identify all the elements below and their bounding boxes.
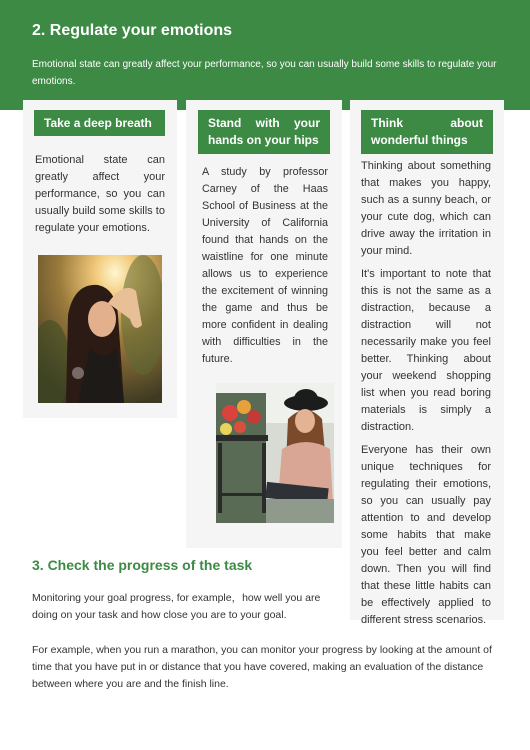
section-title: 2. Regulate your emotions: [32, 22, 233, 39]
card-paragraph: Thinking about something that makes you happy, such as a sunny beach, or your cute dog, which can drive away the irritation in your mind.: [361, 160, 491, 257]
woman-laptop-photo: [216, 383, 334, 523]
section-paragraph: For example, when you run a marathon, you can monitor your progress by looking at the amount of time that you have put in or distance that you have covered, making an evaluation of the distance between where you are and the finish line.: [32, 644, 492, 690]
card-text: Emotional state can greatly affect your performance, so you can usually build some skills to regulate your emotions.: [35, 154, 165, 234]
card-wonderful-things: [350, 100, 504, 626]
card-heading: Take a deep breath: [34, 110, 165, 136]
section-text: Monitoring your goal progress, for example，how well you are doing on your task and how close you are to your goal.: [32, 592, 321, 621]
card-hands-on-hips: [186, 100, 342, 548]
card-deep-breath: [23, 100, 177, 418]
section-banner: [0, 0, 530, 110]
card-text: A study by professor Carney of the Haas School of Business at the University of California found that hands on the waistline for one minute allows us to experience the excitement of winning the game and thus be more confident in dealing with difficulties in the future.: [202, 166, 328, 365]
section-title: 3. Check the progress of the task: [32, 557, 253, 573]
card-paragraph: It's important to note that this is not the same as a distraction, because a distraction will not necessarily make you feel better. Thinking about your weekend shopping list when you read boring materials is simply a distraction.: [361, 268, 491, 433]
card-text: [361, 158, 491, 629]
section-intro: Emotional state can greatly affect your performance, so you can usually build some skills to regulate your emotions.: [32, 59, 497, 87]
woman-sunlight-photo: [38, 255, 162, 403]
card-heading: Stand with your hands on your hips: [198, 110, 330, 154]
card-heading: Think about wonderful things: [361, 110, 493, 154]
card-paragraph: Everyone has their own unique techniques for regulating their emotions, so you can usually pay attention to and develop some habits that make you feel better and calm down. Then you will find that these little habits can be effectively applied to different stress scenarios.: [361, 444, 491, 626]
